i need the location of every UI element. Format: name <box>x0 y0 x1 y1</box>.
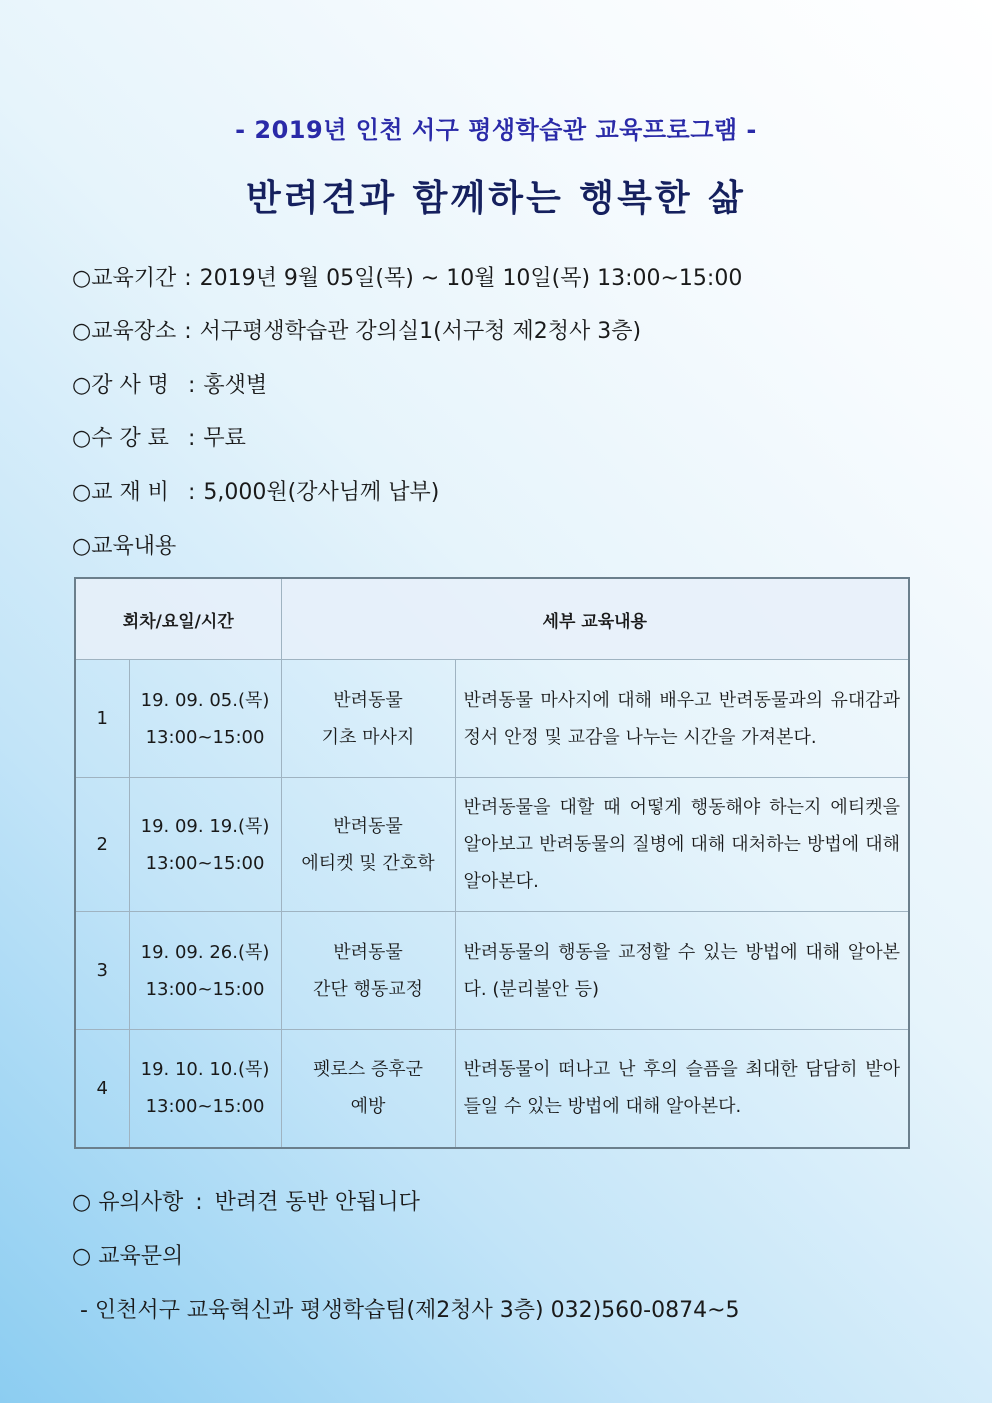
row-description: 반려동물 마사지에 대해 배우고 반려동물과의 유대감과 정서 안정 및 교감을 나누는 시간을 가져본다. <box>455 660 909 778</box>
inquiry-label: ○ 교육문의 <box>72 1244 184 1269</box>
row-date: 19. 09. 05.(목) <box>140 689 270 711</box>
row-topic-line1: 반려동물 <box>333 815 403 837</box>
info-label: ○수 강 료 <box>72 426 169 451</box>
info-label: ○교육장소 <box>72 319 177 344</box>
info-value: 서구평생학습관 강의실1(서구청 제2청사 3층) <box>199 319 642 344</box>
table-row <box>75 1030 909 1148</box>
info-label: ○교육기간 <box>72 266 177 291</box>
row-topic <box>281 1030 455 1148</box>
header-detail: 세부 교육내용 <box>281 578 909 660</box>
row-time: 13:00~15:00 <box>145 1096 265 1118</box>
row-topic-line2: 예방 <box>350 1096 386 1118</box>
notice-value: 반려견 동반 안됩니다 <box>214 1190 420 1215</box>
row-topic-line1: 반려동물 <box>333 689 403 711</box>
row-datetime <box>129 660 281 778</box>
schedule-table <box>74 577 910 1149</box>
row-topic-line1: 반려동물 <box>333 941 403 963</box>
row-datetime <box>129 912 281 1030</box>
row-topic <box>281 660 455 778</box>
info-instructor: ○강 사 명 : 홍샛별 <box>72 368 267 399</box>
table-header-row <box>75 578 909 660</box>
info-value: 홍샛별 <box>203 373 268 398</box>
table-row <box>75 778 909 912</box>
row-topic <box>281 912 455 1030</box>
info-label: ○강 사 명 <box>72 373 169 398</box>
info-label: ○교 재 비 <box>72 480 169 505</box>
row-datetime <box>129 1030 281 1148</box>
row-topic-line1: 펫로스 증후군 <box>312 1059 424 1081</box>
notice-line: ○ 유의사항 : 반려견 동반 안됩니다 <box>72 1190 420 1215</box>
row-date: 19. 09. 26.(목) <box>140 941 270 963</box>
notice-label: ○ 유의사항 <box>72 1190 184 1215</box>
row-topic-line2: 기초 마사지 <box>321 726 415 748</box>
info-period: ○교육기간 : 2019년 9월 05일(목) ~ 10월 10일(목) 13:00~15:00 <box>72 261 742 292</box>
row-date: 19. 09. 19.(목) <box>140 815 270 837</box>
row-time: 13:00~15:00 <box>145 726 265 748</box>
info-value: 무료 <box>203 426 246 451</box>
row-description: 반려동물을 대할 때 어떻게 행동해야 하는지 에티켓을 알아보고 반려동물의 질병에 대해 대처하는 방법에 대해 알아본다. <box>455 778 909 912</box>
row-datetime <box>129 778 281 912</box>
page-title: 반려견과 함께하는 행복한 삶 <box>246 178 746 219</box>
content-heading: ○교육내용 <box>72 534 177 559</box>
info-value: 5,000원(강사님께 납부) <box>203 480 440 505</box>
row-topic <box>281 778 455 912</box>
info-value: 2019년 9월 05일(목) ~ 10월 10일(목) 13:00~15:00 <box>199 266 743 291</box>
row-number: 3 <box>75 912 129 1030</box>
program-subtitle: - 2019년 인천 서구 평생학습관 교육프로그램 - <box>235 116 757 144</box>
row-topic-line2: 간단 행동교정 <box>312 978 424 1000</box>
table-row <box>75 912 909 1030</box>
row-number: 4 <box>75 1030 129 1148</box>
table-row <box>75 660 909 778</box>
header-session: 회차/요일/시간 <box>75 578 281 660</box>
row-number: 2 <box>75 778 129 912</box>
info-material-cost: ○교 재 비 : 5,000원(강사님께 납부) <box>72 475 439 506</box>
row-time: 13:00~15:00 <box>145 852 265 874</box>
row-number: 1 <box>75 660 129 778</box>
row-topic-line2: 에티켓 및 간호학 <box>301 852 435 874</box>
inquiry-contact: - 인천서구 교육혁신과 평생학습팀(제2청사 3층) 032)560-0874~5 <box>80 1298 740 1323</box>
row-description: 반려동물이 떠나고 난 후의 슬픔을 최대한 담담히 받아들일 수 있는 방법에 대해 알아본다. <box>455 1030 909 1148</box>
info-location: ○교육장소 : 서구평생학습관 강의실1(서구청 제2청사 3층) <box>72 314 641 345</box>
row-date: 19. 10. 10.(목) <box>140 1059 270 1081</box>
row-time: 13:00~15:00 <box>145 978 265 1000</box>
info-fee: ○수 강 료 : 무료 <box>72 421 246 452</box>
row-description: 반려동물의 행동을 교정할 수 있는 방법에 대해 알아본다. (분리불안 등) <box>455 912 909 1030</box>
